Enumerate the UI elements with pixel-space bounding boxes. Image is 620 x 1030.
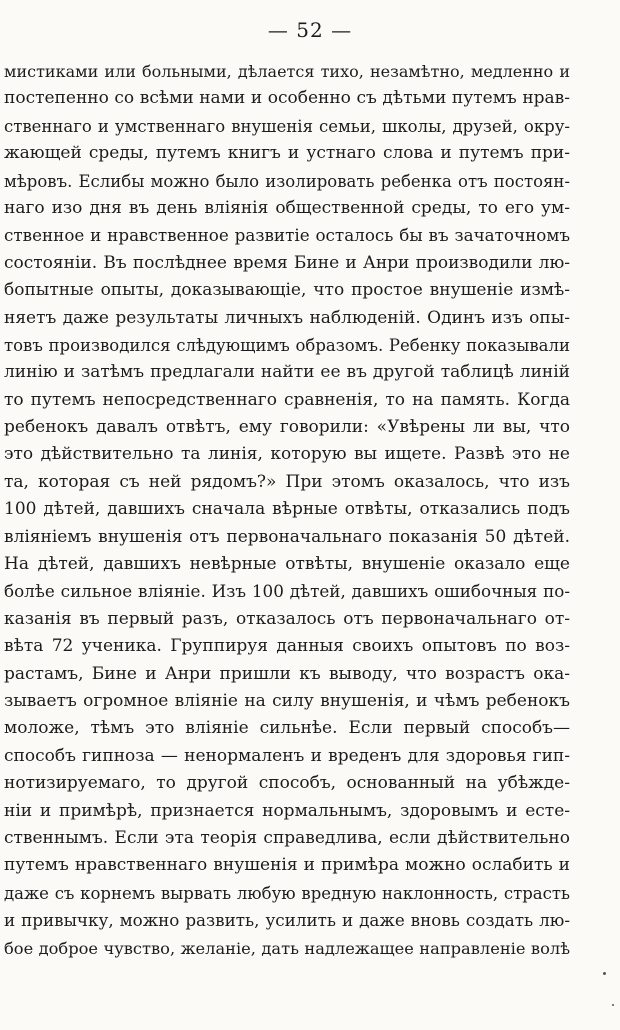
text-line: 100 дѣтей, давшихъ сначала вѣрные отвѣты, отказались подъ [4, 499, 570, 520]
text-line: товъ производился слѣдующимъ образомъ. Ребенку показывали [4, 335, 570, 355]
text-line: постепенно со всѣми нами и особенно съ дѣтьми путемъ нрав- [4, 88, 570, 109]
text-line: нотизируемаго, то другой способъ, основанный на убѣжде- [4, 773, 570, 794]
text-line: это дѣйствительно та линія, которую вы ищете. Развѣ это не [4, 444, 570, 465]
text-line: жающей среды, путемъ книгъ и устнаго слова и путемъ при- [4, 143, 570, 164]
text-line: состояніи. Въ послѣднее время Бине и Анри производили лю- [4, 252, 570, 273]
text-line: бое доброе чувство, желаніе, дать надлежащее направленіе волѣ [4, 938, 570, 958]
page-number: — 52 — [267, 18, 353, 42]
text-line: растамъ, Бине и Анри пришли къ выводу, что возрастъ ока- [4, 663, 570, 684]
text-line: наго изо дня въ день вліянія общественной среды, то его ум- [4, 197, 570, 218]
text-line: та, которая съ ней рядомъ?» При этомъ оказалось, что изъ [4, 471, 570, 492]
text-line: то путемъ непосредственнаго сравненія, то на память. Когда [4, 389, 570, 410]
text-line: и привычку, можно развить, усилить и даже вновь создать лю- [4, 910, 570, 931]
text-line: ственное и нравственное развитіе осталось бы въ зачаточномъ [4, 225, 570, 246]
text-line: болѣе сильное вліяніе. Изъ 100 дѣтей, давшихъ ошибочныя по- [4, 581, 570, 602]
text-line: моложе, тѣмъ это вліяніе сильнѣе. Если первый способъ— [4, 718, 570, 739]
text-line: бопытные опыты, доказывающіе, что простое внушеніе измѣ- [4, 280, 570, 301]
text-line: линію и затѣмъ предлагали найти ее въ другой таблицѣ линій [4, 362, 570, 383]
text-line: няетъ даже результаты личныхъ наблюденій. Одинъ изъ опы- [4, 307, 570, 328]
text-line: ребенокъ давалъ отвѣтъ, ему говорили: «Увѣрены ли вы, что [4, 417, 570, 438]
text-line: ственнаго и умственнаго внушенія семьи, школы, друзей, окру- [4, 116, 570, 136]
print-speck [603, 972, 606, 975]
text-line: казанія въ первый разъ, отказалось отъ первоначальнаго от- [4, 608, 570, 629]
text-line: мистиками или больными, дѣлается тихо, незамѣтно, медленно и [4, 62, 570, 81]
text-line: зываетъ огромное вліяніе на силу внушенія, и чѣмъ ребенокъ [4, 690, 570, 711]
print-speck [612, 1004, 614, 1006]
text-line: На дѣтей, давшихъ невѣрные отвѣты, внушеніе оказало еще [4, 554, 570, 575]
text-line: мѣровъ. Еслибы можно было изолировать ребенка отъ постоян- [4, 171, 570, 191]
text-line: путемъ нравственнаго внушенія и примѣра можно ослабить и [4, 855, 570, 876]
text-line: ніи и примѣрѣ, признается нормальнымъ, здоровымъ и есте- [4, 800, 570, 821]
text-line: ственнымъ. Если эта теорія справедлива, если дѣйствительно [4, 827, 570, 848]
text-line: даже съ корнемъ вырвать любую вредную наклонность, страсть [4, 883, 570, 903]
text-line: вліяніемъ внушенія отъ первоначальнаго показанія 50 дѣтей. [4, 526, 570, 547]
body-text [4, 58, 570, 962]
text-line: способъ гипноза — ненормаленъ и вреденъ для здоровья гип- [4, 745, 570, 766]
text-line: вѣта 72 ученика. Группируя данныя своихъ опытовъ по воз- [4, 636, 570, 657]
